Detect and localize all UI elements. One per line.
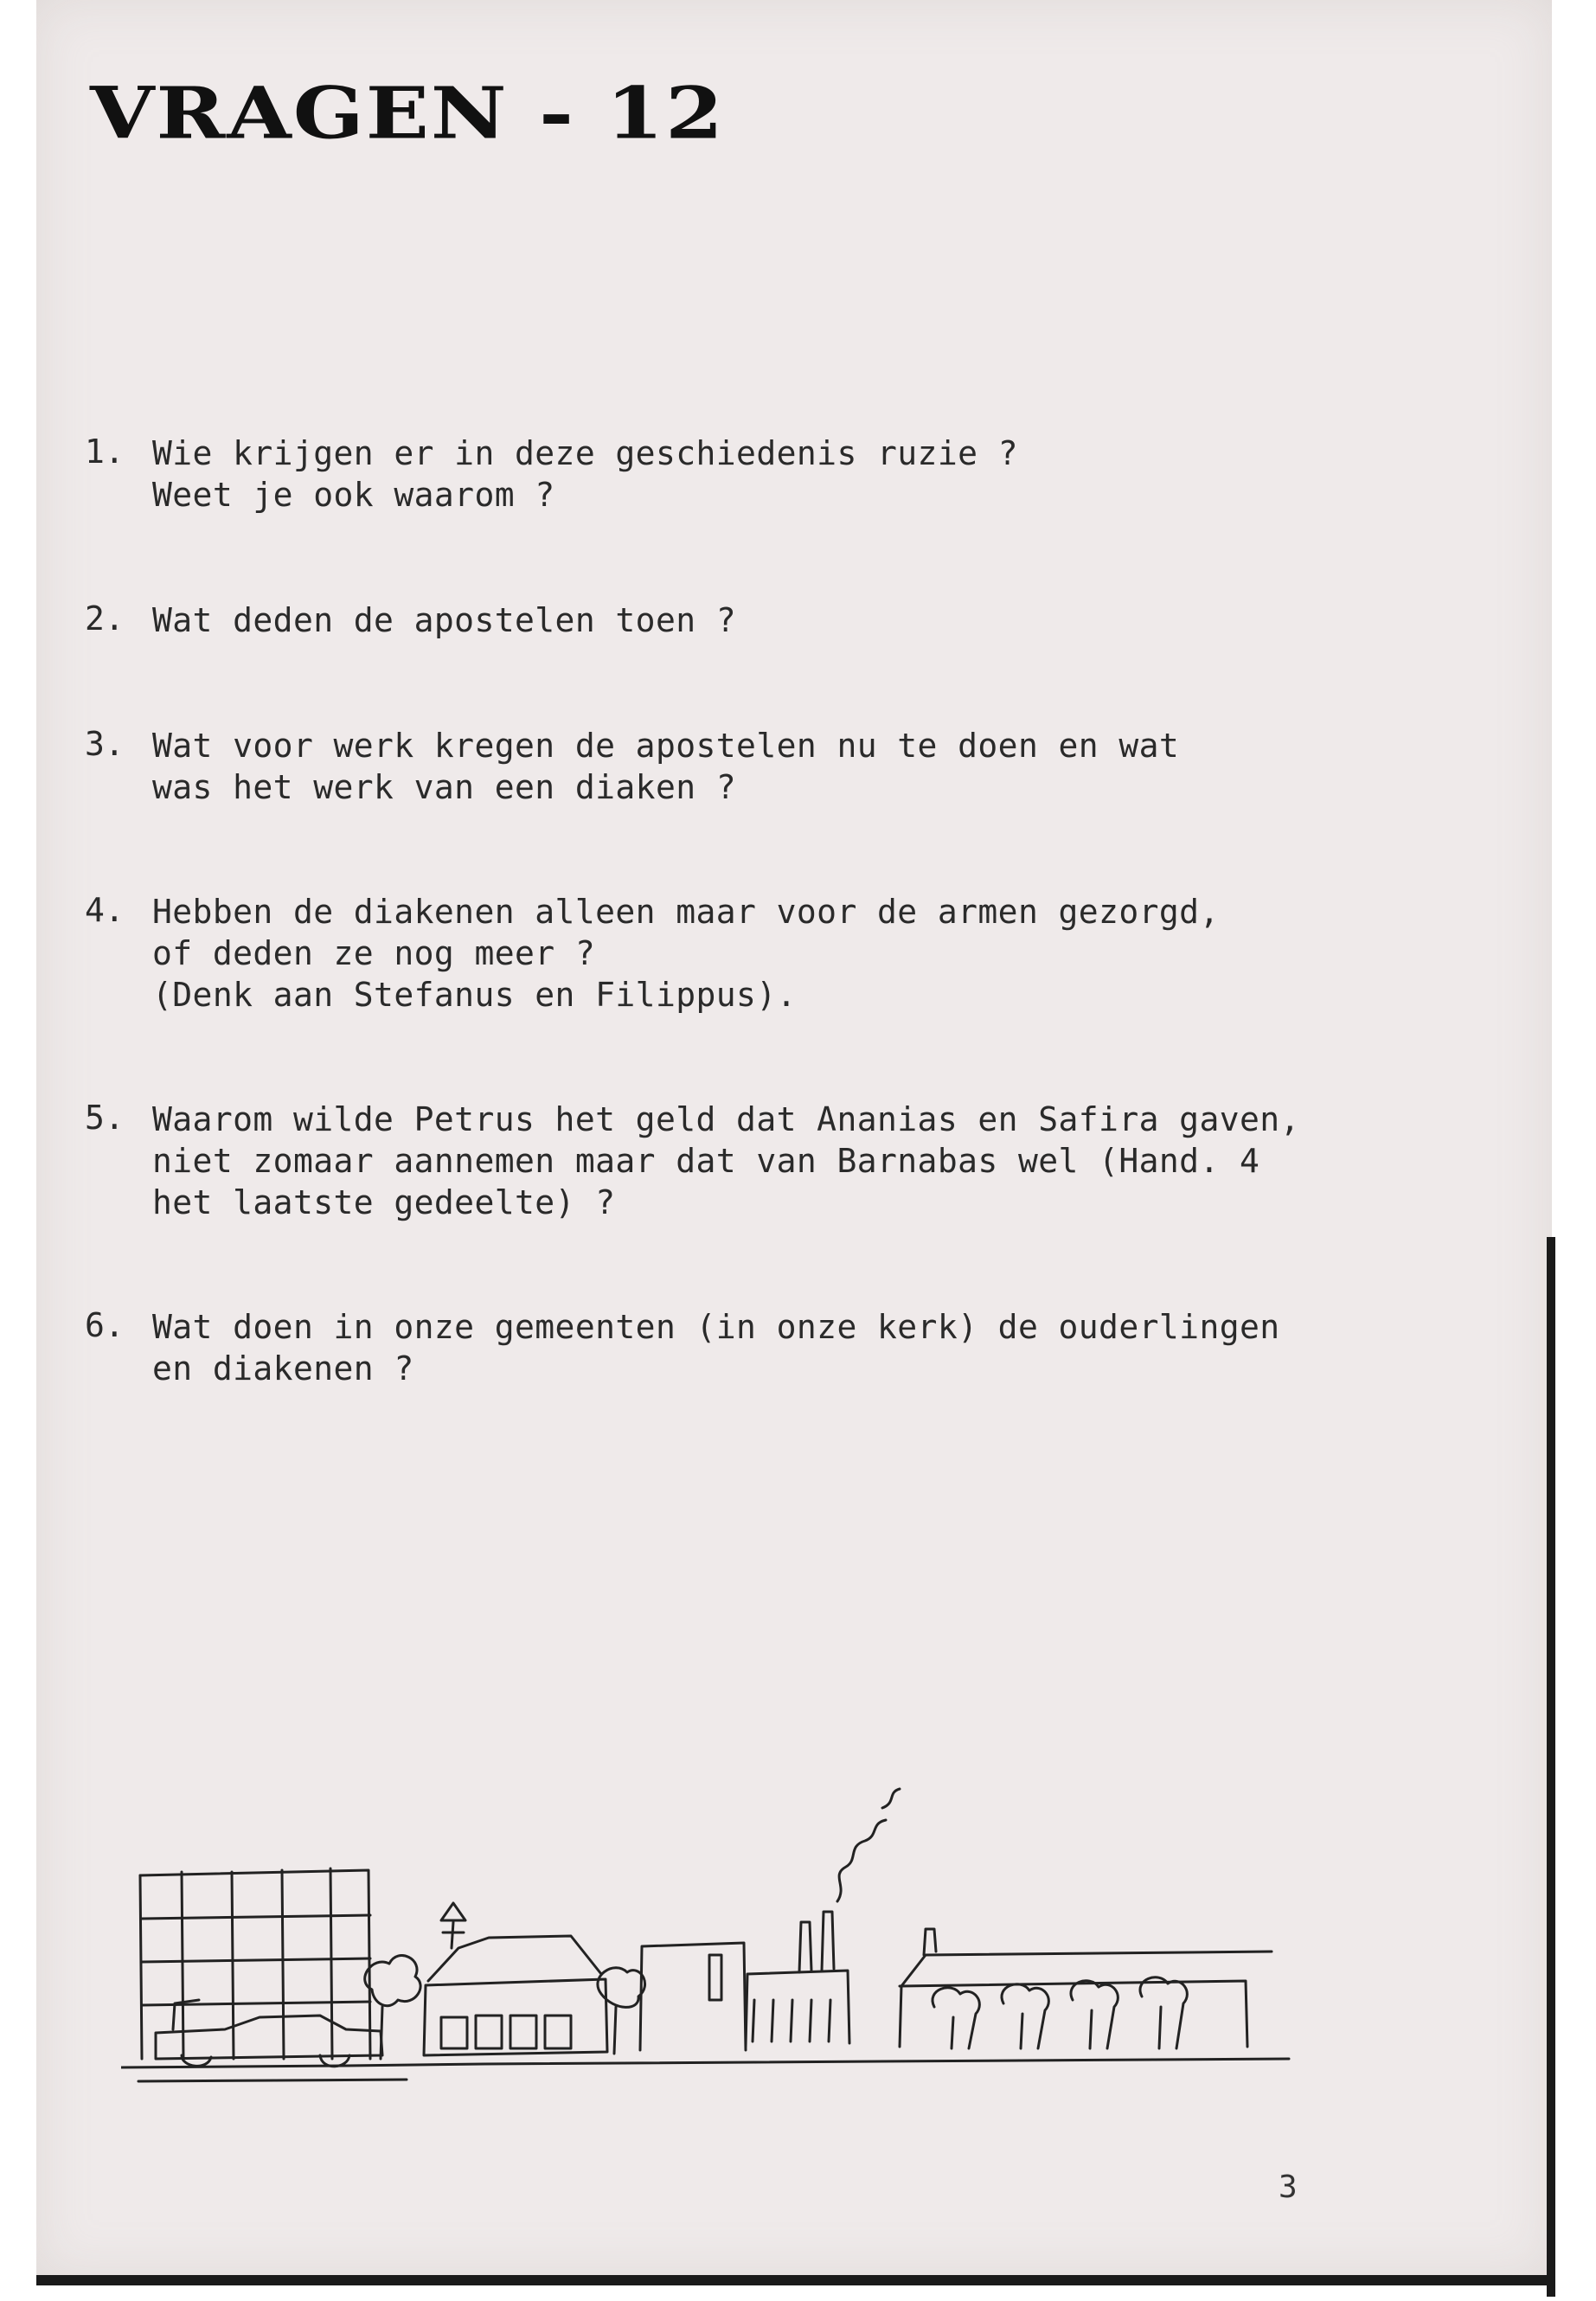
question-line: en diakenen ?	[152, 1349, 414, 1388]
question-1	[85, 433, 1018, 516]
page-title: VRAGEN - 12	[90, 71, 725, 156]
question-3	[85, 725, 1180, 808]
question-number: 5.	[85, 1099, 125, 1137]
question-number: 2.	[85, 599, 125, 638]
question-line: (Denk aan Stefanus en Filippus).	[152, 976, 797, 1014]
question-number: 6.	[85, 1306, 125, 1344]
question-line: was het werk van een diaken ?	[152, 768, 737, 806]
question-line: Wat voor werk kregen de apostelen nu te doen en wat	[152, 727, 1180, 765]
page-number: 3	[1279, 2170, 1298, 2205]
question-6	[85, 1306, 1280, 1389]
town-skyline-sketch-icon	[121, 1773, 1298, 2102]
question-line: Hebben de diakenen alleen maar voor de armen gezorgd,	[152, 893, 1220, 931]
question-line: of deden ze nog meer ?	[152, 934, 596, 972]
question-4	[85, 891, 1220, 1016]
question-line: het laatste gedeelte) ?	[152, 1183, 616, 1221]
question-line: Wat deden de apostelen toen ?	[152, 601, 737, 639]
question-line: Weet je ook waarom ?	[152, 476, 555, 514]
question-number: 4.	[85, 891, 125, 929]
question-line: Wie krijgen er in deze geschiedenis ruzie ?	[152, 434, 1018, 472]
question-number: 1.	[85, 433, 125, 471]
question-line: Waarom wilde Petrus het geld dat Ananias en Safira gaven,	[152, 1100, 1300, 1138]
page-edge-right	[1547, 1237, 1555, 2297]
question-line: Wat doen in onze gemeenten (in onze kerk) de ouderlingen	[152, 1308, 1280, 1346]
question-5	[85, 1099, 1300, 1223]
page-edge-bottom	[36, 2275, 1555, 2285]
question-line: niet zomaar aannemen maar dat van Barnabas wel (Hand. 4	[152, 1142, 1260, 1180]
question-number: 3.	[85, 725, 125, 763]
question-2	[85, 599, 737, 641]
